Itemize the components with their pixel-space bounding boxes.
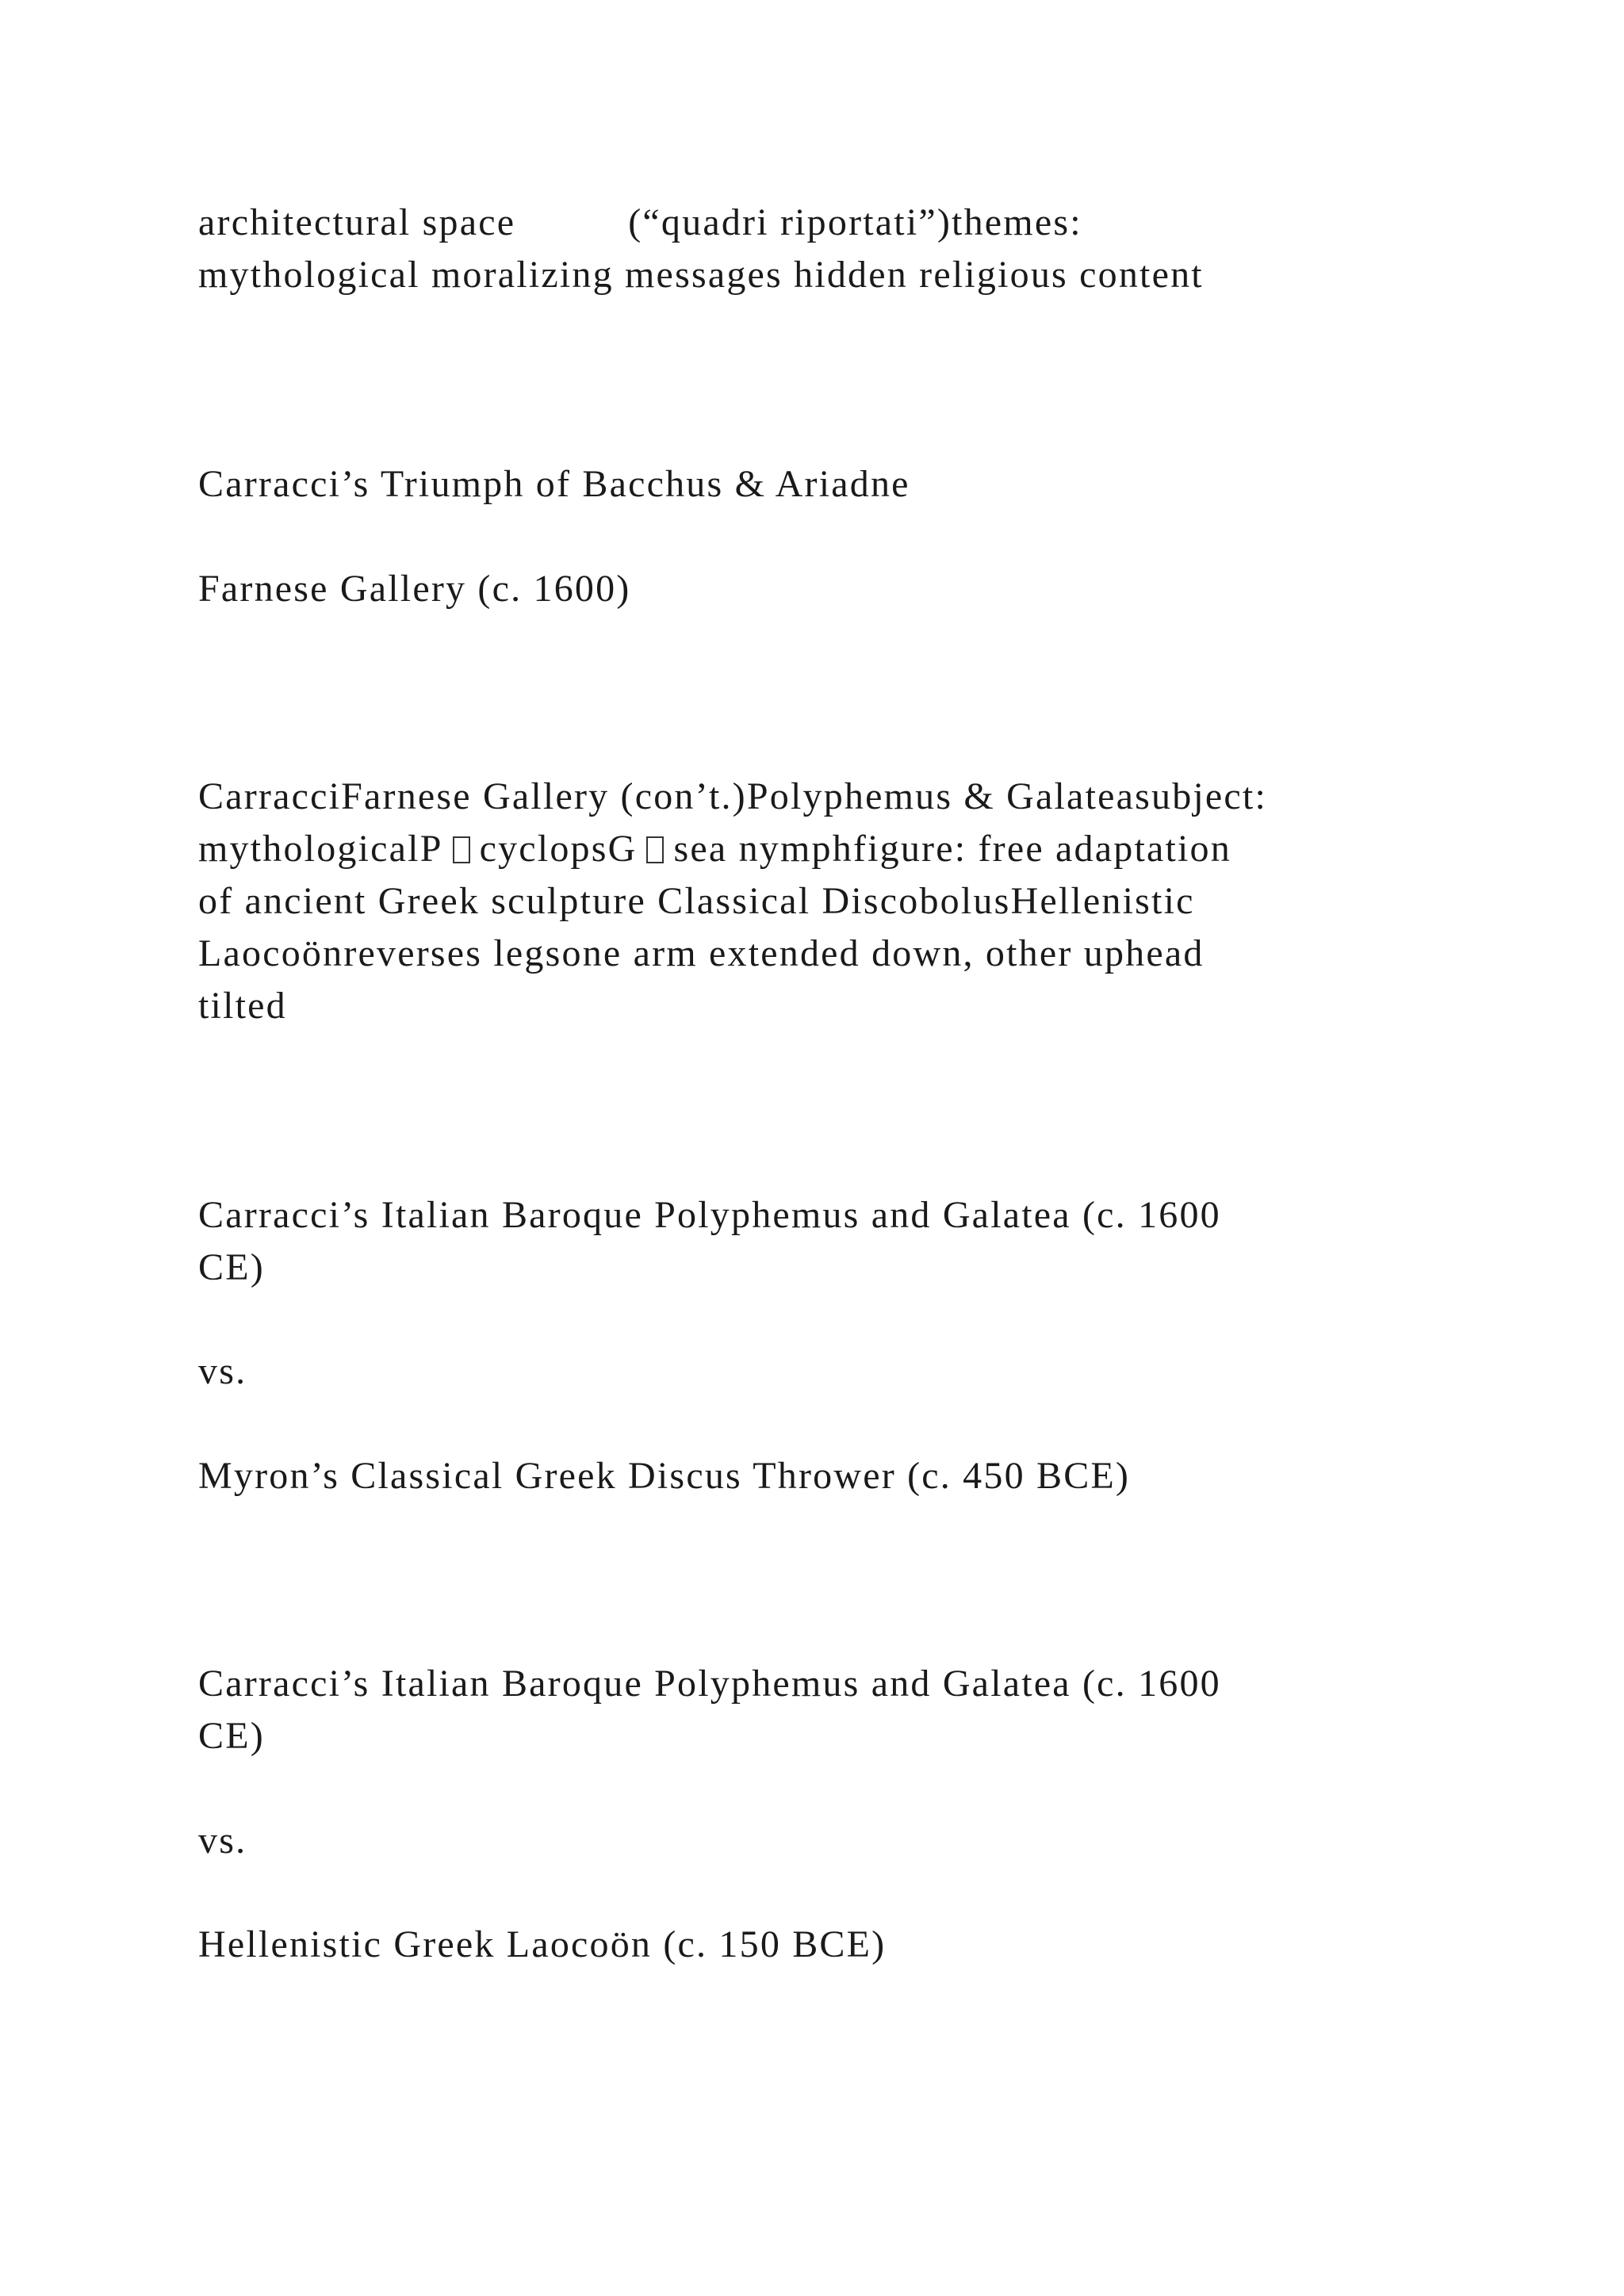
text-versus <box>198 1345 1435 1398</box>
text-line: tilted <box>198 985 287 1027</box>
heading-triumph-of-bacchus <box>198 458 1435 511</box>
text-segment: cyclopsG <box>479 828 638 870</box>
paragraph-architectural-space <box>198 197 1435 301</box>
text-line: Myron’s Classical Greek Discus Thrower (c. 450 BCE) <box>198 1455 1131 1497</box>
comparison-polyphemus-second <box>198 1658 1435 1762</box>
text-line: of ancient Greek sculpture Classical DiscobolusHellenistic <box>198 880 1195 922</box>
missing-glyph-box-icon <box>453 836 470 863</box>
paragraph-polyphemus-galatea-notes <box>198 771 1435 1032</box>
text-line: CE) <box>198 1715 265 1757</box>
text-line: Carracci’s Italian Baroque Polyphemus and Galatea (c. 1600 <box>198 1663 1221 1705</box>
comparison-laocoon <box>198 1919 1435 1971</box>
text-line: CE) <box>198 1246 265 1288</box>
text-line: vs. <box>198 1350 247 1392</box>
text-segment: mythologicalP <box>198 828 443 870</box>
text-farnese-gallery-date <box>198 563 1435 615</box>
missing-glyph-box-icon <box>646 836 664 863</box>
comparison-discus-thrower <box>198 1450 1435 1502</box>
text-line: Carracci’s Triumph of Bacchus & Ariadne <box>198 463 910 505</box>
text-line: CarracciFarnese Gallery (con’t.)Polyphemus & Galateasubject: <box>198 775 1268 817</box>
text-line: mythological moralizing messages hidden religious content <box>198 254 1204 296</box>
text-line: Carracci’s Italian Baroque Polyphemus and Galatea (c. 1600 <box>198 1194 1221 1236</box>
text-line: Farnese Gallery (c. 1600) <box>198 568 631 610</box>
text-line: Laocoönreverses legsone arm extended down, other uphead <box>198 932 1205 974</box>
comparison-polyphemus-first <box>198 1189 1435 1294</box>
text-line: Hellenistic Greek Laocoön (c. 150 BCE) <box>198 1923 887 1965</box>
text-line: architectural space (“quadri riportati”)themes: <box>198 201 1082 243</box>
text-versus <box>198 1815 1435 1867</box>
text-line: vs. <box>198 1820 247 1862</box>
text-segment: sea nymphfigure: free adaptation <box>673 828 1231 870</box>
